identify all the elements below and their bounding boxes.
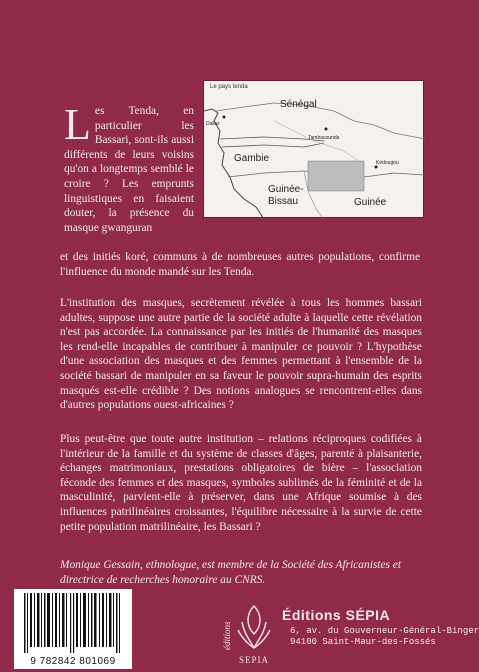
editions-vertical-label: éditions <box>222 621 232 650</box>
paragraph-institution: Plus peut-être que toute autre institution – relations réciproques codifiées à l'intérieur de la famille et du système de classes d'âges, parenté à plaisanterie, échanges matrimoniaux, prestations obligatoires de bière – l'association féconde des femmes et des masques, symboles sublimés de la féminité et de la masculinité, parvient-elle à préserver, dans une Afrique soumise à des influences patrilinéaires croissantes, l'équilibre nécessaire à la survie de cette petite population matrilinéaire, les Bassari ? <box>60 433 422 533</box>
barcode-bars <box>14 593 132 657</box>
map-label-dakar: Dakar <box>206 121 220 127</box>
isbn-number: 9 782842 801069 <box>30 656 116 667</box>
logo-text: SEPIA <box>238 655 269 665</box>
dropcap: L <box>64 100 91 149</box>
author-bio: Monique Gessain, ethnologue, est membre de la Société des Africanistes et directrice de recherches honoraire au CNRS. <box>60 559 402 586</box>
map-title: Le pays tenda <box>210 84 248 90</box>
map-label-kedougou: Kédougou <box>376 160 399 166</box>
map-label-senegal: Sénégal <box>280 99 317 110</box>
barcode <box>14 589 132 669</box>
map-label-tambacounda: Tambacounda <box>308 135 340 141</box>
map-label-guinee: Guinée <box>354 197 387 208</box>
map-figure <box>203 80 424 218</box>
map-label-guinee-bissau: Guinée-Bissau <box>268 184 304 207</box>
publisher-address-line2: 94100 Saint-Maur-des-Fossés <box>290 637 436 647</box>
paragraph-intro-text: es Tenda, en particulier les Bassari, sont-ils aussi différents de leurs voisins qu'on a longtemps semblé le croire ? Les emprunts linguistiques en faisaient douter, la présence du masque gwanguran <box>64 105 194 234</box>
map-label-gambie: Gambie <box>234 153 270 164</box>
publisher-address-line1: 6, av. du Gouverneur-Général-Binger <box>290 626 479 636</box>
tenda-area <box>308 161 364 191</box>
paragraph-intro-cont: et des initiés koré, communs à de nombreuses autres populations, confirme l'influence du monde mandé sur les Tenda. <box>60 251 420 278</box>
sepia-logo-icon <box>232 600 276 658</box>
paragraph-intro <box>64 100 194 235</box>
publisher-name: Éditions SÉPIA <box>282 607 391 623</box>
paragraph-masks: L'institution des masques, secrètement révélée à tous les hommes bassari adultes, suppose une autre partie de la société adulte à laquelle cette révélation n'est pas accordée. La connaissance par les initiés de l'humanité des masques les rend-elle incapables de contribuer à manipuler ce pouvoir ? L'hypothèse d'une association des masques et des femmes permettant à l'ensemble de la société bassari de manipuler en sa faveur le pouvoir supra-humain des esprits masqués est-elle crédible ? Des notions analogues se rencontrent-elles dans d'autres populations ouest-africaines ? <box>60 297 422 412</box>
